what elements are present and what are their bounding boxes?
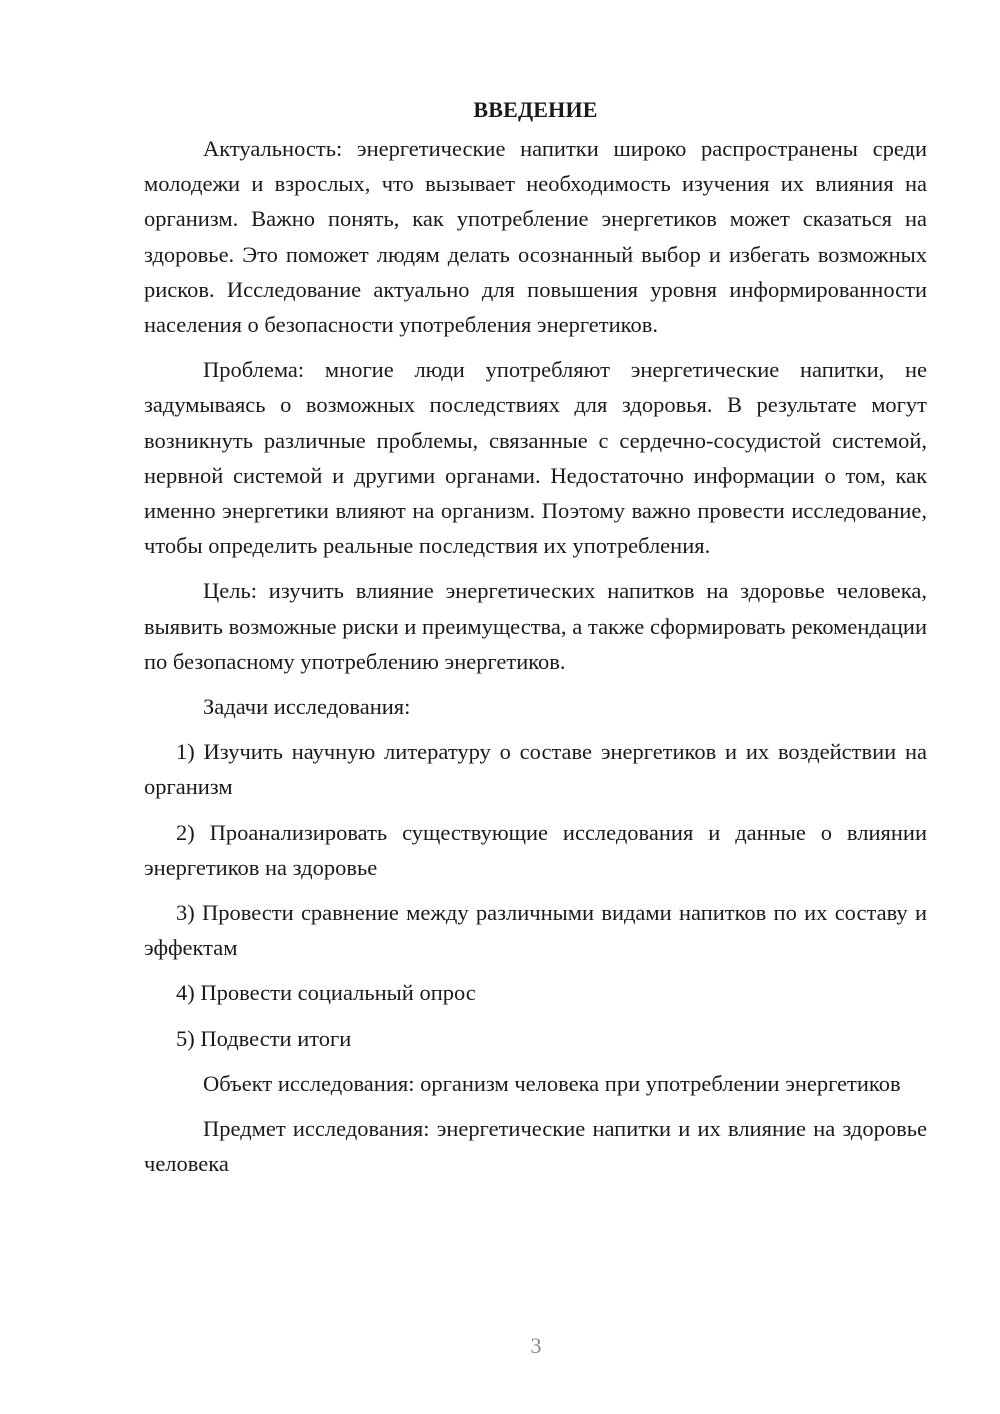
- paragraph-problem: Проблема: многие люди употребляют энергетические напитки, не задумываясь о возможных последствиях для здоровья. В результате могут возникнуть различные проблемы, связанные с сердечно-сосудистой системой, нервной системой и другими органами. Недостаточно информации о том, как именно энергетики влияют на организм. Поэтому важно провести исследование, чтобы определить реальные последствия их употребления.: [144, 357, 927, 559]
- paragraph-object: Объект исследования: организм человека при употреблении энергетиков: [203, 1070, 901, 1096]
- task-item-4: 4) Провести социальный опрос: [176, 980, 476, 1006]
- tasks-title: Задачи исследования:: [203, 694, 411, 720]
- paragraph-relevance: Актуальность: энергетические напитки широко распространены среди молодежи и взрослых, что вызывает необходимость изучения их влияния на организм. Важно понять, как употребление энергетиков может сказаться на здоровье. Это поможет людям делать осознанный выбор и избегать возможных рисков. Исследование актуально для повышения уровня информированности населения о безопасности употребления энергетиков.: [144, 136, 927, 338]
- task-item-5: 5) Подвести итоги: [176, 1025, 352, 1051]
- paragraph-subject: Предмет исследования: энергетические напитки и их влияние на здоровье человека: [144, 1116, 927, 1177]
- document-page: [144, 92, 927, 1191]
- task-item-2: 2) Проанализировать существующие исследования и данные о влиянии энергетиков на здоровье: [144, 819, 927, 880]
- task-item-3: 3) Провести сравнение между различными видами напитков по их составу и эффектам: [144, 900, 927, 961]
- paragraph-goal: Цель: изучить влияние энергетических напитков на здоровье человека, выявить возможные риски и преимущества, а также сформировать рекомендации по безопасному употреблению энергетиков.: [144, 578, 927, 674]
- section-heading: ВВЕДЕНИЕ: [473, 97, 598, 122]
- page-number: 3: [530, 1333, 542, 1358]
- task-item-1: 1) Изучить научную литературу о составе энергетиков и их воздействии на организм: [144, 739, 927, 800]
